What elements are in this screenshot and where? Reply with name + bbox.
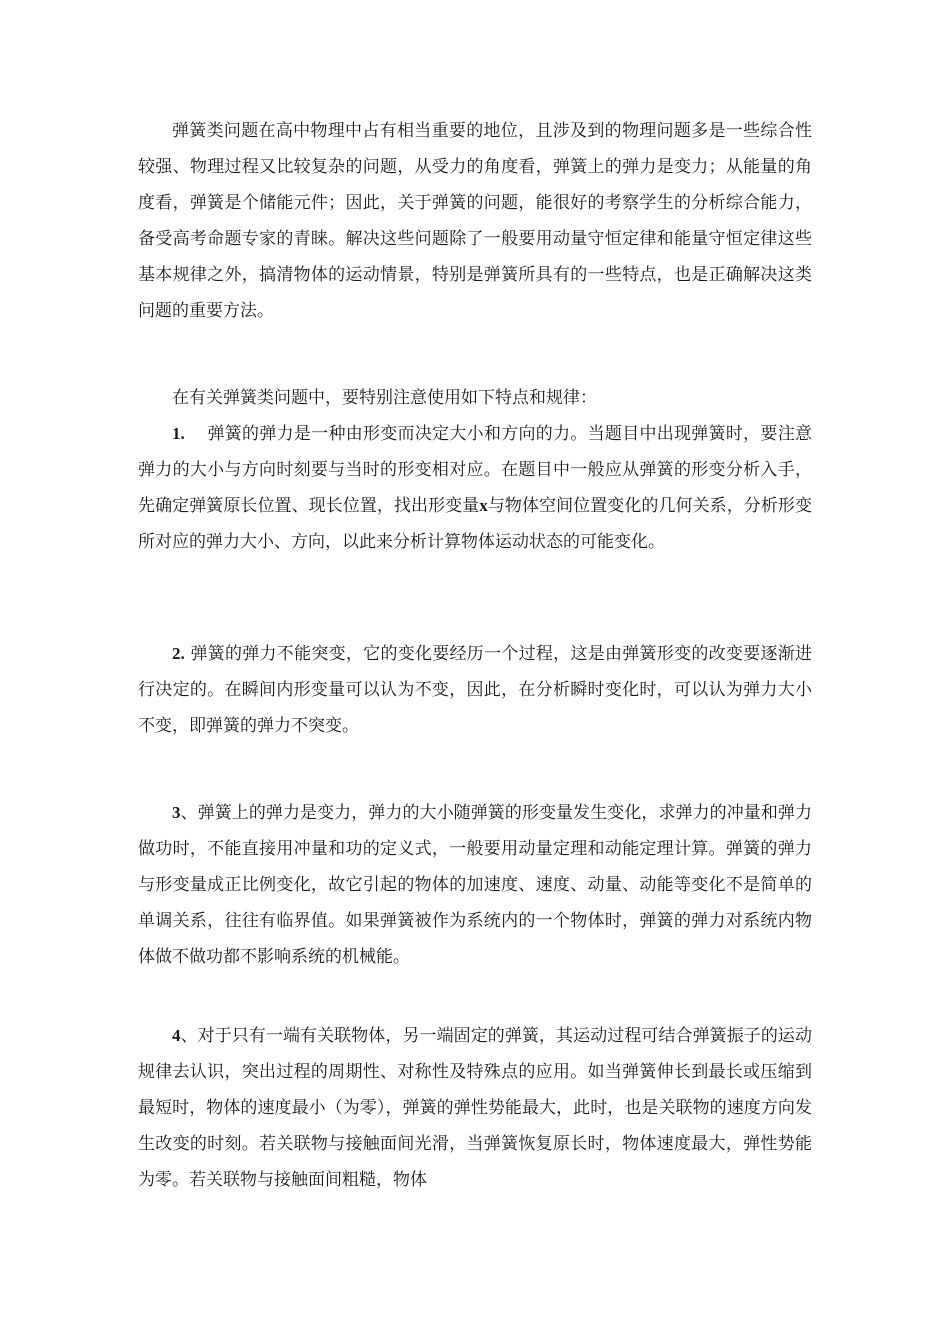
item-1-text-a: 弹簧的弹力是一种由形变而决定大小和方向的力。当题目中出现弹簧时，要注意弹力的大小与方向时刻要与当时的形变相对应。在题目中一般应从弹簧的形变分析入手，先确定弹簧原长位置、现长位置，找出形变量 bbox=[138, 424, 812, 516]
intro-text: 弹簧类问题在高中物理中占有相当重要的地位，且涉及到的物理问题多是一些综合性较强、物理过程又比较复杂的问题，从受力的角度看，弹簧上的弹力是变力；从能量的角度看，弹簧是个储能元件；因此，关于弹簧的问题，能很好的考察学生的分析综合能力，备受高考命题专家的青睐。解决这些问题除了一般要用动量守恒定律和能量守恒定律这些基本规律之外，搞清物体的运动情景，特别是弹簧所具有的一些特点，也是正确解决这类问题的重要方法。 bbox=[138, 121, 812, 321]
item-2-paragraph bbox=[138, 636, 812, 744]
item-4-text: 、对于只有一端有关联物体，另一端固定的弹簧，其运动过程可结合弹簧振子的运动规律去认识，突出过程的周期性、对称性及特殊点的应用。如当弹簧伸长到最长或压缩到最短时，物体的速度最小（为零），弹簧的弹性势能最大，此时，也是关联物的速度方向发生改变的时刻。若关联物与接触面间光滑，当弹簧恢复原长时，物体速度最大，弹性势能为零。若关联物与接触面间粗糙，物体 bbox=[138, 1026, 812, 1190]
item-4-paragraph bbox=[138, 1018, 812, 1198]
item-3-number: 3 bbox=[172, 803, 181, 822]
lead-text: 在有关弹簧类问题中，要特别注意使用如下特点和规律： bbox=[172, 388, 597, 408]
item-3-text: 、弹簧上的弹力是变力，弹力的大小随弹簧的形变量发生变化，求弹力的冲量和弹力做功时，不能直接用冲量和功的定义式，一般要用动量定理和动能定理计算。弹簧的弹力与形变量成正比例变化，故它引起的物体的加速度、速度、动量、动能等变化不是简单的单调关系，往往有临界值。如果弹簧被作为系统内的一个物体时，弹簧的弹力对系统内物体做不做功都不影响系统的机械能。 bbox=[138, 803, 812, 967]
item-1-variable-x: x bbox=[479, 496, 488, 515]
item-1-number: 1. bbox=[172, 424, 185, 443]
item-3-paragraph bbox=[138, 795, 812, 975]
intro-paragraph bbox=[138, 113, 812, 329]
lead-paragraph bbox=[138, 380, 812, 416]
item-2-number: 2. bbox=[172, 644, 185, 663]
item-4-number: 4 bbox=[172, 1026, 181, 1045]
item-1-paragraph bbox=[138, 416, 812, 560]
item-2-text: 弹簧的弹力不能突变，它的变化要经历一个过程，这是由弹簧形变的改变要逐渐进行决定的。在瞬间内形变量可以认为不变，因此，在分析瞬时变化时，可以认为弹力大小不变，即弹簧的弹力不突变。 bbox=[138, 644, 813, 736]
item-1-text-b: 与物体空间位置变化的几何关系，分析形变所对应的弹力大小、方向，以此来分析计算物体运动状态的可能变化。 bbox=[138, 496, 812, 552]
